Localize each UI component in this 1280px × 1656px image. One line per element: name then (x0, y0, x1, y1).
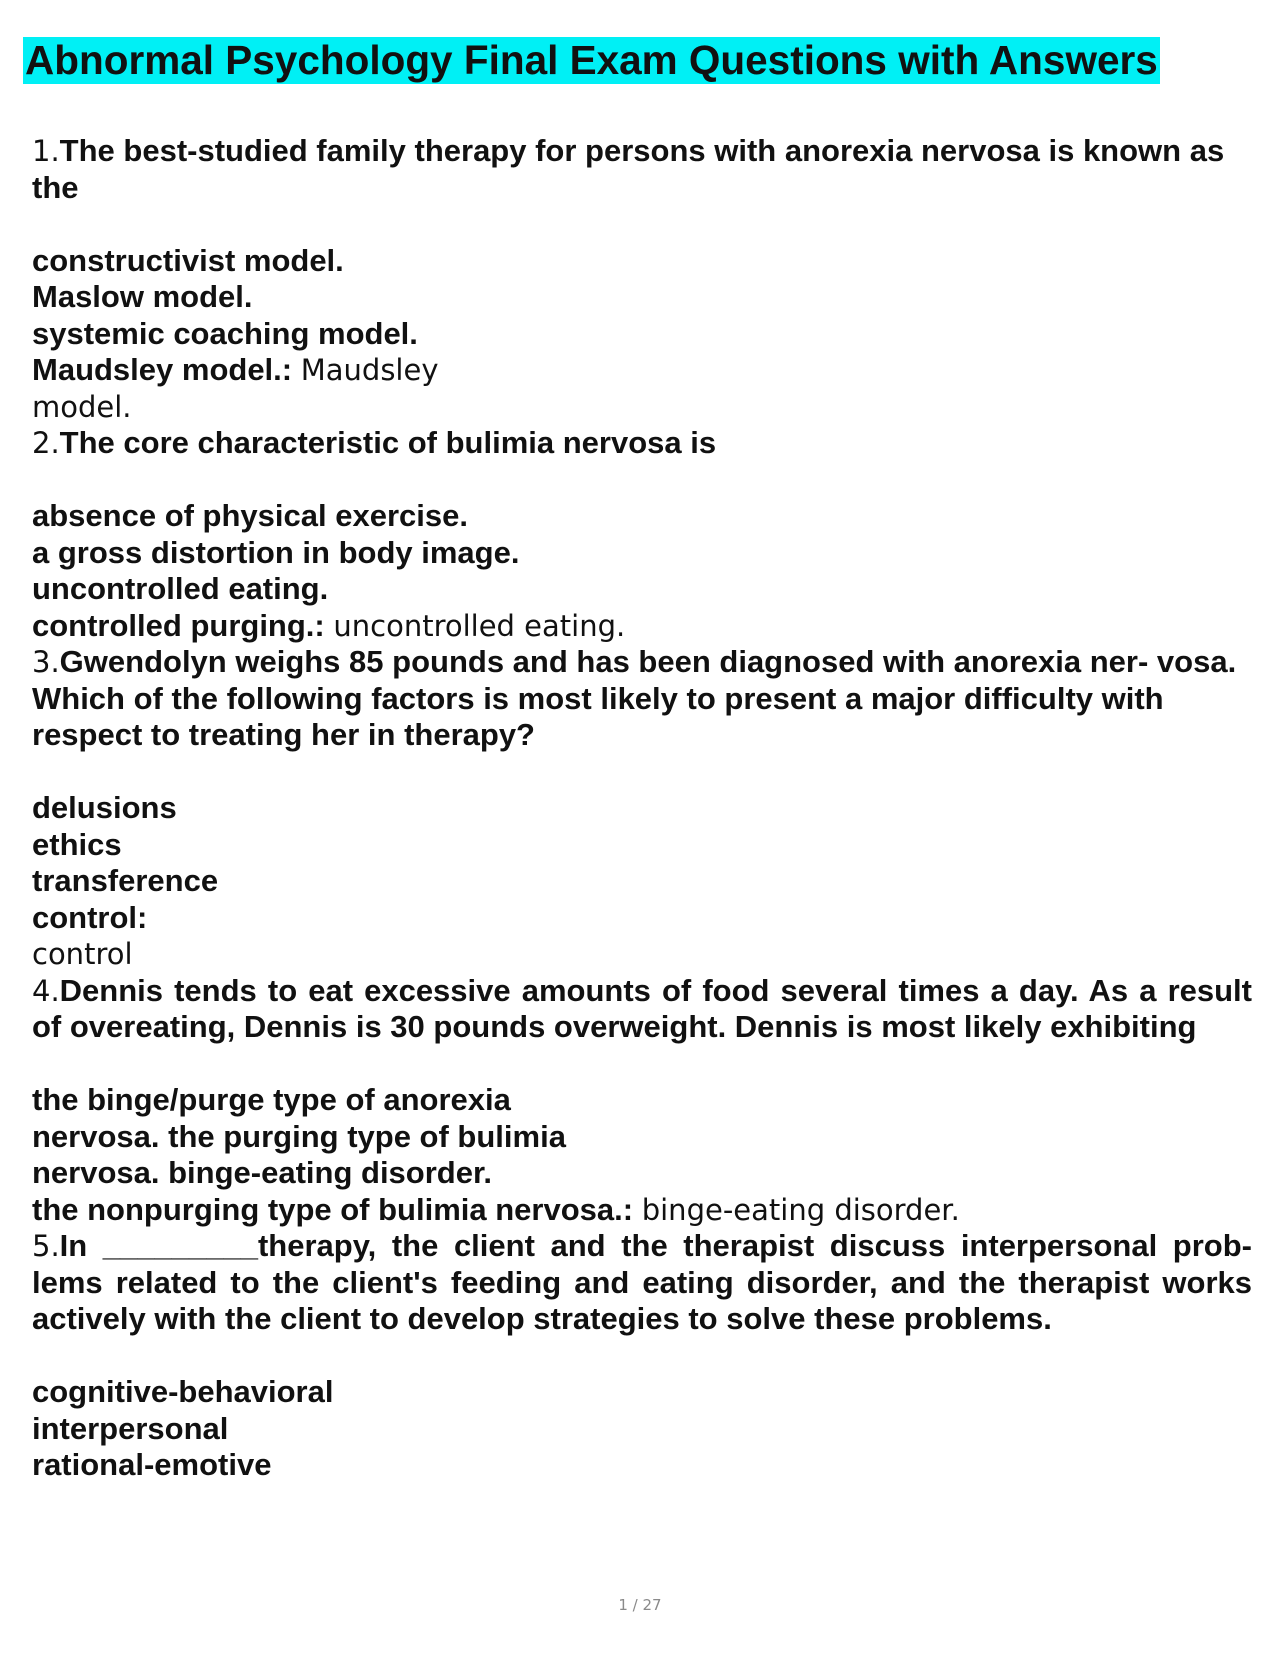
question-stem (32, 973, 1252, 1046)
question-number: 1. (32, 134, 60, 168)
question-5 (32, 1228, 1252, 1484)
option: a gross distortion in body image. (32, 534, 520, 570)
answer: control (32, 937, 133, 971)
question-number: 2. (32, 426, 60, 460)
option: transference (32, 863, 219, 898)
answer: uncontrolled eating. (333, 608, 626, 643)
question-number: 4. (32, 973, 60, 1008)
option: rational-emotive (32, 1447, 272, 1482)
option: nervosa. binge-eating disorder. (32, 1155, 492, 1190)
question-text: The core characteristic of bulimia nervosa is (59, 425, 717, 460)
question-stem (32, 644, 1252, 754)
option: interpersonal (32, 1410, 229, 1446)
page-indicator: 1 / 27 (618, 1596, 662, 1614)
question-2 (32, 425, 1252, 644)
question-3 (32, 644, 1252, 973)
option: delusions (32, 790, 177, 825)
option: absence of physical exercise. (32, 498, 468, 533)
question-number: 3. (32, 645, 60, 679)
question-1 (32, 133, 1252, 425)
question-stem (32, 133, 1252, 206)
answer-continued: model. (32, 389, 132, 424)
option: control: (32, 899, 148, 935)
option: the nonpurging type of bulimia nervosa.: (32, 1191, 634, 1227)
option: Maudsley model.: (32, 352, 293, 387)
question-text: Dennis tends to eat excessive amounts of food several times a day. As a result of overeating, Dennis is 30 pounds overweight. Dennis is most likely exhibiting (32, 972, 1252, 1044)
question-text: Gwendolyn weighs 85 pounds and has been diagnosed with anorexia ner- vosa. Which of the following factors is most likely to present a major difficulty with respect to treating her in therapy? (32, 644, 1237, 752)
question-number: 5. (32, 1229, 60, 1263)
option: constructivist model. (32, 242, 344, 278)
question-text: The best-studied family therapy for persons with anorexia nervosa is known as the (32, 133, 1225, 205)
option: systemic coaching model. (32, 315, 418, 351)
answer: Maudsley (300, 353, 439, 387)
question-stem (32, 1228, 1252, 1338)
option: controlled purging.: (32, 607, 325, 643)
question-list (32, 133, 1252, 1484)
final-option-with-answer (32, 1192, 1252, 1229)
document-title: Abnormal Psychology Final Exam Questions with Answers (25, 37, 1158, 83)
final-option-with-answer (32, 608, 1252, 645)
option: ethics (32, 826, 122, 862)
question-stem (32, 425, 1252, 462)
final-option-with-answer (32, 352, 1252, 389)
option: uncontrolled eating. (32, 571, 329, 606)
answer: binge-eating disorder. (641, 1192, 960, 1227)
question-4 (32, 973, 1252, 1229)
option: the binge/purge type of anorexia (32, 1082, 511, 1117)
option: nervosa. the purging type of bulimia (32, 1118, 566, 1154)
question-text: In _________therapy, the client and the therapist discuss interpersonal prob- lems related to the client's feeding and eating disorder, and the therapist works actively with the client to develop strategies to solve these problems. (32, 1228, 1252, 1336)
option: Maslow model. (32, 279, 253, 314)
option: cognitive-behavioral (32, 1374, 334, 1409)
